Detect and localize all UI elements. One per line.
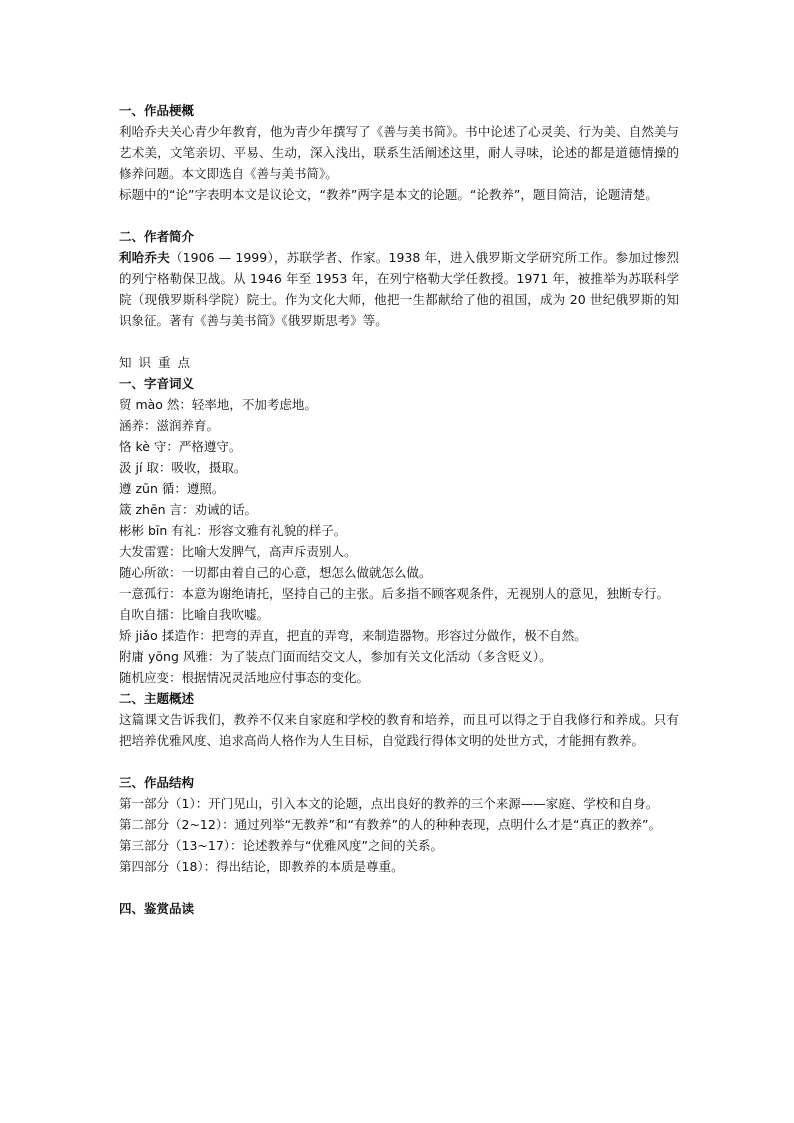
knowledge-title: 知识重点 [119, 355, 198, 370]
structure-part-4: 第四部分（18）：得出结论，即教养的本质是尊重。 [119, 859, 404, 874]
structure-part-2: 第二部分（2~12）：通过列举“无教养”和“有教养”的人的种种表现，点明什么才是“真正的教养”。 [119, 817, 661, 832]
section-heading-appreciation: 四、鉴赏品读 [119, 901, 195, 916]
vocab-item: 遵 zūn 循：遵照。 [119, 481, 225, 496]
structure-part-3: 第三部分（13~17）：论述教养与“优雅风度”之间的关系。 [119, 838, 443, 853]
vocab-item: 自吹自擂：比喻自我吹嘘。 [119, 607, 270, 622]
section-heading-theme: 二、主题概述 [119, 691, 195, 706]
vocab-item: 彬彬 bīn 有礼：形容文雅有礼貌的样子。 [119, 523, 347, 538]
document-body [119, 100, 679, 919]
structure-part-1: 第一部分（1）：开门见山，引入本文的论题，点出良好的教养的三个来源——家庭、学校和自身。 [119, 796, 659, 811]
summary-paragraph-1: 利哈乔夫关心青少年教育，他为青少年撰写了《善与美书简》。书中论述了心灵美、行为美、自然美与艺术美，文笔亲切、平易、生动，深入浅出，联系生活阐述这里，耐人寻味，论述的都是道德情操的修养问题。本文即选自《善与美书简》。 [119, 124, 679, 181]
vocab-item: 附庸 yōng 风雅：为了装点门面而结交文人，参加有关文化活动（多含贬义）。 [119, 649, 552, 664]
author-name: 利哈乔夫 [119, 250, 170, 265]
section-heading-author: 二、作者简介 [119, 229, 195, 244]
section-heading-structure: 三、作品结构 [119, 775, 195, 790]
vocab-item: 矫 jiǎo 揉造作：把弯的弄直，把直的弄弯，来制造器物。形容过分做作，极不自然。 [119, 628, 587, 643]
vocab-item: 一意孤行：本意为谢绝请托，坚持自己的主张。后多指不顾客观条件，无视别人的意见，独断专行。 [119, 586, 670, 601]
vocab-item: 随机应变：根据情况灵活地应付事态的变化。 [119, 670, 370, 685]
vocab-item: 箴 zhēn 言：劝诫的话。 [119, 502, 258, 517]
section-heading-vocab: 一、字音词义 [119, 376, 195, 391]
vocab-item: 贸 mào 然：轻率地，不加考虑地。 [119, 397, 317, 412]
vocab-item: 汲 jí 取：吸收，摄取。 [119, 460, 247, 475]
vocab-list [119, 394, 679, 688]
vocab-item: 大发雷霆：比喻大发脾气，高声斥责别人。 [119, 544, 357, 559]
author-paragraph [119, 247, 679, 331]
vocab-item: 涵养：滋润养育。 [119, 418, 220, 433]
section-heading-summary: 一、作品梗概 [119, 103, 195, 118]
summary-paragraph-2: 标题中的“论”字表明本文是议论文，“教养”两字是本文的论题。“论教养”，题目简洁，论题清楚。 [119, 187, 658, 202]
theme-paragraph: 这篇课文告诉我们，教养不仅来自家庭和学校的教育和培养，而且可以得之于自我修行和养成。只有把培养优雅风度、追求高尚人格作为人生目标，自觉践行得体文明的处世方式，才能拥有教养。 [119, 712, 679, 748]
author-bio: （1906 — 1999），苏联学者、作家。1938 年，进入俄罗斯文学研究所工作。参加过惨烈的列宁格勒保卫战。从 1946 年至 1953 年，在列宁格勒大学任教授。1971 年，被推举为苏联科学院（现俄罗斯科学院）院士。作为文化大师，他把一生都献给了他的祖国，成为 20 世纪俄罗斯的知识象征。著有《善与美书简》《俄罗斯思考》等。 [119, 250, 679, 328]
vocab-item: 恪 kè 守：严格遵守。 [119, 439, 242, 454]
vocab-item: 随心所欲：一切都由着自己的心意，想怎么做就怎么做。 [119, 565, 432, 580]
